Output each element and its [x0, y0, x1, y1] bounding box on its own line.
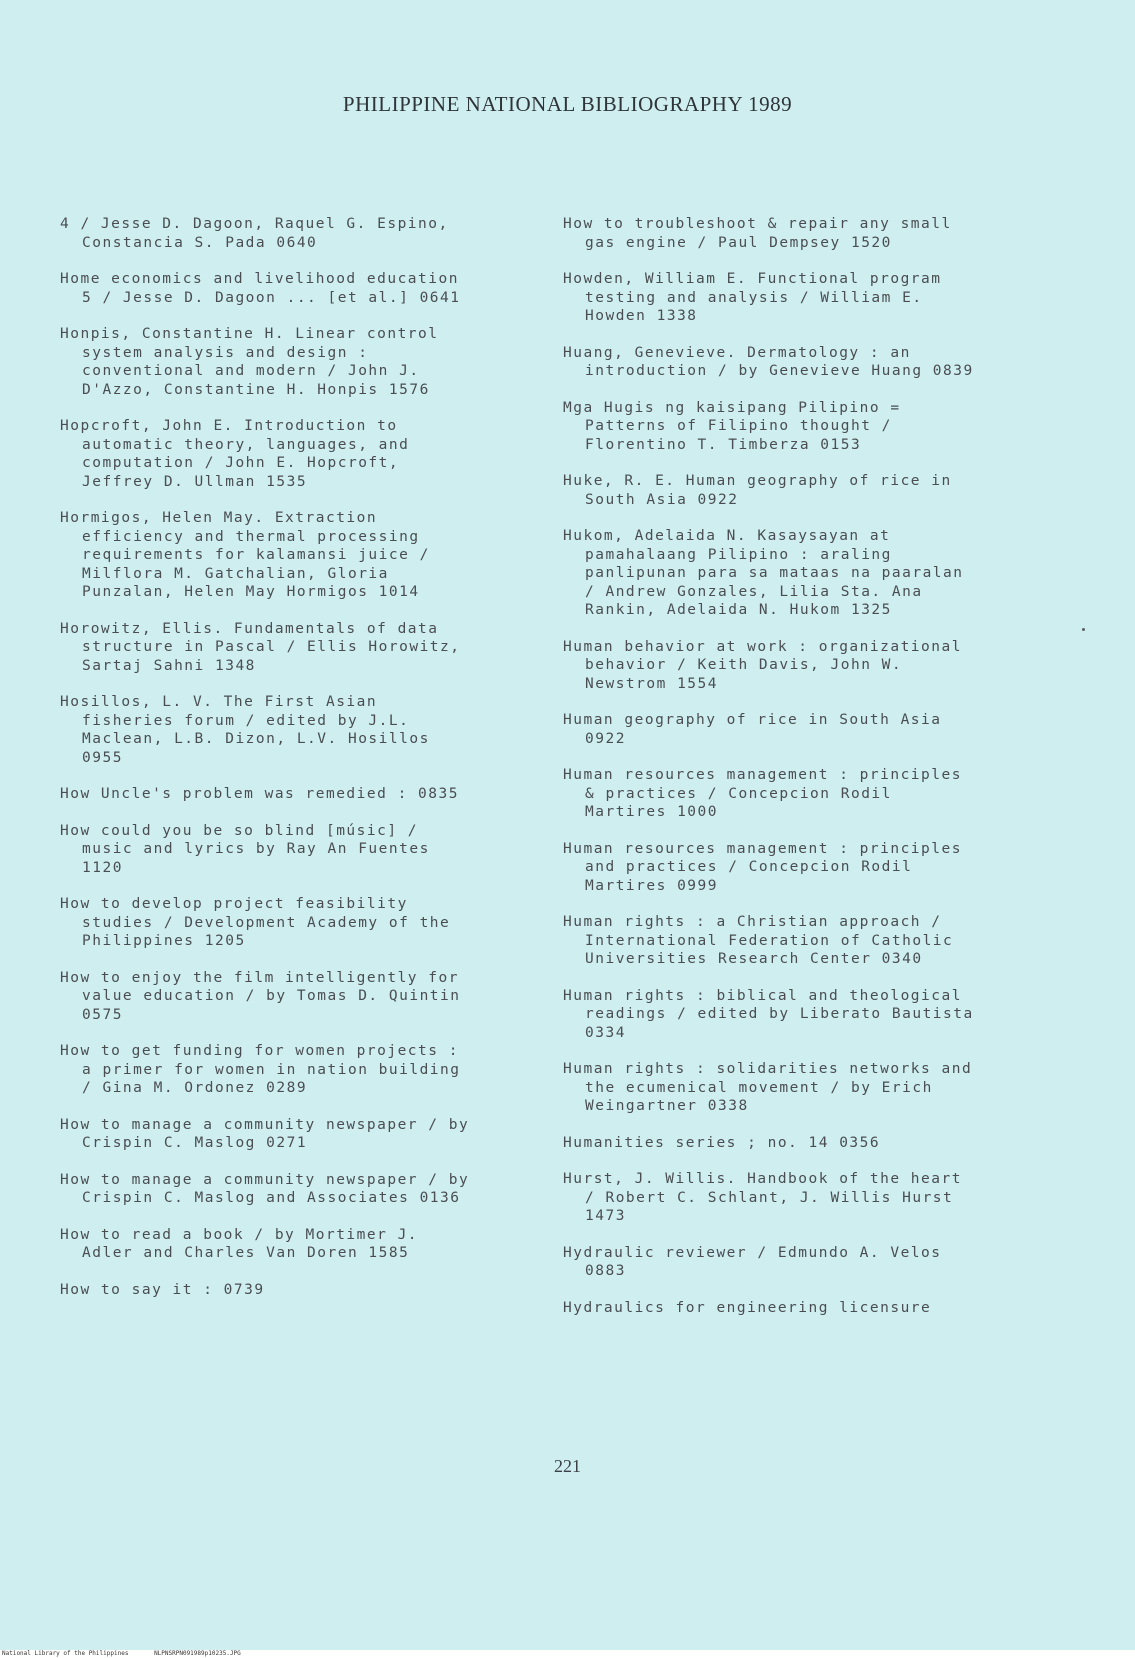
bibliography-entry: Horowitz, Ellis. Fundamentals of data structure in Pascal / Ellis Horowitz, Sartaj Sahni 1348	[60, 620, 461, 674]
bibliography-entry: Huke, R. E. Human geography of rice in South Asia 0922	[563, 473, 952, 508]
bibliography-entry: How to read a book / by Mortimer J. Adler and Charles Van Doren 1585	[60, 1226, 419, 1261]
bibliography-entry: Hosillos, L. V. The First Asian fisheries forum / edited by J.L. Maclean, L.B. Dizon, L.V. Hosillos 0955	[60, 694, 430, 766]
bibliography-entry: How could you be so blind [músic] / music and lyrics by Ray An Fuentes 1120	[60, 822, 430, 876]
bibliography-entry: Humanities series ; no. 14 0356	[563, 1134, 881, 1151]
bibliography-entry: Hopcroft, John E. Introduction to automatic theory, languages, and computation / John E. Hopcroft, Jeffrey D. Ullman 1535	[60, 418, 410, 490]
bibliography-entry: Human behavior at work : organizational behavior / Keith Davis, John W. Newstrom 1554	[563, 638, 962, 692]
bibliography-entry: Human resources management : principles & practices / Concepcion Rodil Martires 1000	[563, 767, 962, 820]
bibliography-entry: Hydraulics for engineering licensure	[563, 1299, 932, 1316]
bibliography-entry: How to manage a community newspaper / by Crispin C. Maslog 0271	[60, 1116, 470, 1151]
bibliography-entry: Hydraulic reviewer / Edmundo A. Velos 0883	[563, 1244, 942, 1279]
bibliography-entry: Human geography of rice in South Asia 0922	[563, 712, 942, 747]
bibliography-entry: Human rights : a Christian approach / International Federation of Catholic Universities Research Center 0340	[563, 914, 954, 967]
bibliography-entry: Human resources management : principles and practices / Concepcion Rodil Martires 0999	[563, 840, 962, 894]
page-number: 221	[554, 1456, 581, 1476]
bibliography-entry: How to enjoy the film intelligently for value education / by Tomas D. Quintin 0575	[60, 969, 461, 1023]
footer-file: NLPNSRPN091989p10235.JPG	[154, 1650, 241, 1657]
left-column	[60, 215, 530, 1317]
bibliography-entry: Hormigos, Helen May. Extraction efficiency and thermal processing requirements for kalamansi juice / Milflora M. Gatchalian, Gloria Punzalan, Helen May Hormigos 1014	[60, 510, 430, 600]
bibliography-entry: Home economics and livelihood education 5 / Jesse D. Dagoon ... [et al.] 0641	[60, 271, 461, 306]
bibliography-entry: 4 / Jesse D. Dagoon, Raquel G. Espino, Constancia S. Pada 0640	[60, 216, 449, 251]
bibliography-entry: Howden, William E. Functional program testing and analysis / William E. Howden 1338	[563, 271, 942, 324]
bibliography-entry: How to manage a community newspaper / by Crispin C. Maslog and Associates 0136	[60, 1171, 470, 1206]
right-column	[563, 215, 1033, 1335]
bibliography-entry: How to develop project feasibility studies / Development Academy of the Philippines 1205	[60, 896, 451, 949]
bibliography-entry: Hukom, Adelaida N. Kasaysayan at pamahalaang Pilipino : araling panlipunan para sa mataas na paaralan / Andrew Gonzales, Lilia Sta. Ana Rankin, Adelaida N. Hukom 1325	[563, 528, 964, 618]
footer-library: National Library of the Philippines	[2, 1650, 129, 1657]
bibliography-entry: Honpis, Constantine H. Linear control system analysis and design : conventional and modern / John J. D'Azzo, Constantine H. Honpis 1576	[60, 326, 439, 398]
scan-footer	[0, 1650, 1135, 1658]
bibliography-entry: How to say it : 0739	[60, 1281, 265, 1298]
bibliography-entry: Hurst, J. Willis. Handbook of the heart / Robert C. Schlant, J. Willis Hurst 1473	[563, 1171, 962, 1224]
bibliography-entry: Huang, Genevieve. Dermatology : an introduction / by Genevieve Huang 0839	[563, 344, 974, 379]
bibliography-entry: Human rights : solidarities networks and the ecumenical movement / by Erich Weingartner 0338	[563, 1061, 973, 1114]
bibliography-entry: How to get funding for women projects : a primer for women in nation building / Gina M. Ordonez 0289	[60, 1043, 461, 1096]
bibliography-entry: How to troubleshoot & repair any small gas engine / Paul Dempsey 1520	[563, 216, 952, 251]
bibliography-entry: How Uncle's problem was remedied : 0835	[60, 786, 459, 802]
speck-mark	[1082, 628, 1085, 631]
page-title: PHILIPPINE NATIONAL BIBLIOGRAPHY 1989	[342, 92, 793, 116]
bibliography-entry: Human rights : biblical and theological readings / edited by Liberato Bautista 0334	[563, 987, 974, 1041]
bibliography-entry: Mga Hugis ng kaisipang Pilipino = Patterns of Filipino thought / Florentino T. Timberza 0153	[563, 399, 901, 453]
